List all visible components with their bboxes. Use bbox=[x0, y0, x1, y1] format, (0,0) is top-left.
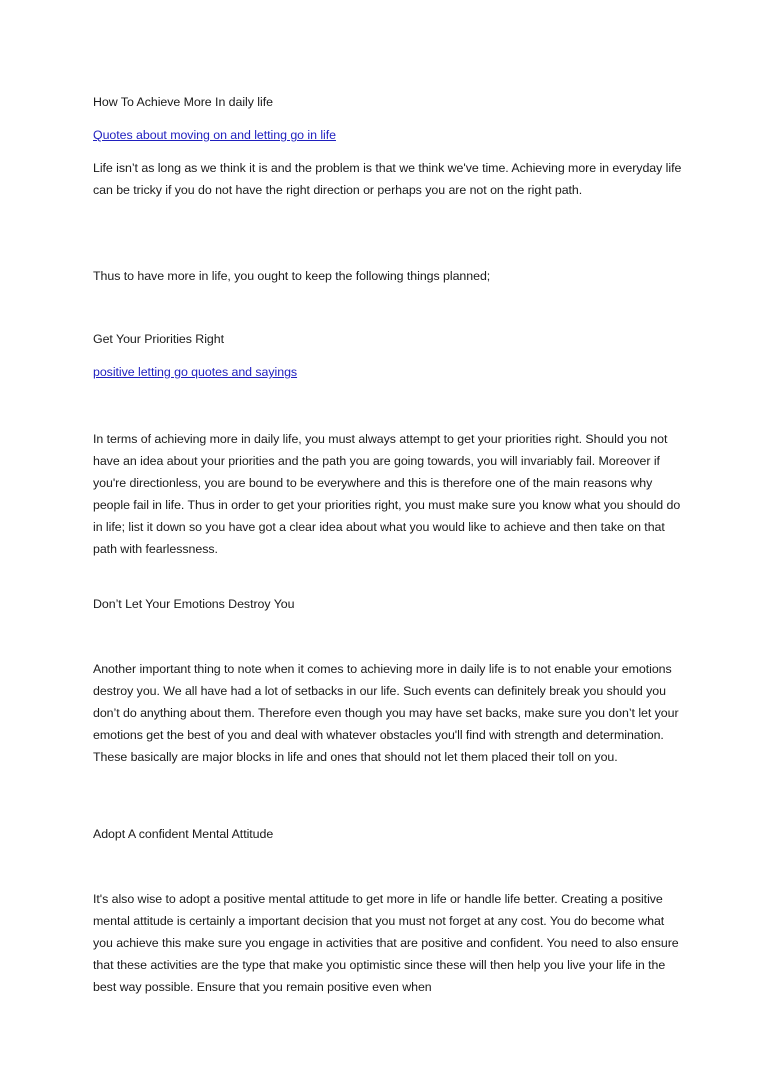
link-positive-quotes-text[interactable]: positive letting go quotes and sayings bbox=[93, 365, 298, 379]
link-quotes-moving-on[interactable] bbox=[93, 124, 683, 146]
intro-paragraph: Life isn’t as long as we think it is and the problem is that we think we've time. Achieving more in everyday life can be tricky if you do not have the right direction or perhaps you are not on the right path. bbox=[93, 161, 682, 197]
document-title: How To Achieve More In daily life bbox=[93, 95, 273, 109]
heading-attitude: Adopt A confident Mental Attitude bbox=[93, 827, 274, 841]
priorities-paragraph: In terms of achieving more in daily life, you must always attempt to get your priorities right. Should you not have an idea about your priorities and the path you are going towards, you will invariably fail. Moreover if you're directionless, you are bound to be everywhere and this is therefore one of the main reasons why people fail in life. Thus in order to get your priorities right, you must make sure you know what you should do in life; list it down so you have got a clear idea about what you would like to achieve and then take on that path with fearlessness. bbox=[93, 432, 681, 556]
heading-priorities: Get Your Priorities Right bbox=[93, 332, 224, 346]
planning-paragraph: Thus to have more in life, you ought to keep the following things planned; bbox=[93, 269, 491, 283]
emotions-paragraph: Another important thing to note when it comes to achieving more in daily life is to not enable your emotions destroy you. We all have had a lot of setbacks in our life. Such events can definitely break you should you don’t do anything about them. Therefore even though you may have set backs, make sure you don’t let your emotions get the best of you and deal with whatever obstacles you'll find with strength and determination. These basically are major blocks in life and ones that should not let them placed their toll on you. bbox=[93, 662, 679, 764]
link-quotes-moving-on-text[interactable]: Quotes about moving on and letting go in life bbox=[93, 128, 336, 142]
heading-emotions: Don’t Let Your Emotions Destroy You bbox=[93, 597, 295, 611]
link-positive-quotes[interactable] bbox=[93, 361, 683, 383]
attitude-paragraph: It's also wise to adopt a positive mental attitude to get more in life or handle life better. Creating a positive mental attitude is certainly a important decision that you must not forget at any cost. You do become what you achieve this make sure you engage in activities that are positive and confident. You need to also ensure that these activities are the type that make you optimistic since these will then help you live your life in the best way possible. Ensure that you remain positive even when bbox=[93, 892, 679, 994]
